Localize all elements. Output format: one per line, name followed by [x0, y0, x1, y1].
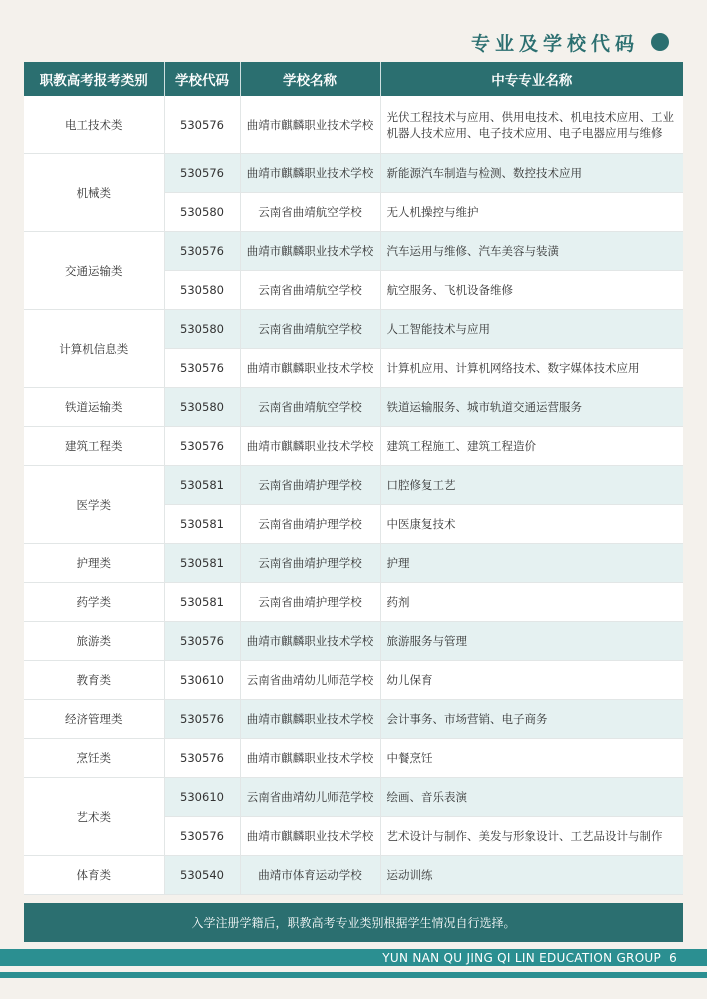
school-code-cell: 530610 [164, 661, 240, 700]
major-name-cell: 中医康复技术 [380, 505, 683, 544]
school-name-cell: 云南省曲靖幼儿师范学校 [240, 661, 380, 700]
table-row [24, 622, 683, 661]
category-cell: 医学类 [24, 466, 164, 544]
school-code-cell: 530581 [164, 544, 240, 583]
category-cell: 铁道运输类 [24, 388, 164, 427]
school-name-cell: 曲靖市麒麟职业技术学校 [240, 349, 380, 388]
footer [382, 949, 677, 966]
school-code-cell: 530580 [164, 271, 240, 310]
table-row [24, 154, 683, 193]
school-name-cell: 曲靖市体育运动学校 [240, 856, 380, 895]
major-name-cell: 光伏工程技术与应用、供用电技术、机电技术应用、工业机器人技术应用、电子技术应用、电子电器应用与维修 [380, 96, 683, 154]
table-row [24, 96, 683, 154]
title-dot-icon [651, 33, 669, 51]
major-name-cell: 旅游服务与管理 [380, 622, 683, 661]
category-cell: 经济管理类 [24, 700, 164, 739]
school-name-cell: 云南省曲靖护理学校 [240, 505, 380, 544]
school-code-cell: 530576 [164, 349, 240, 388]
school-name-cell: 曲靖市麒麟职业技术学校 [240, 154, 380, 193]
table-body [24, 96, 683, 895]
major-name-cell: 航空服务、飞机设备维修 [380, 271, 683, 310]
table-row [24, 661, 683, 700]
school-code-cell: 530580 [164, 388, 240, 427]
school-code-cell: 530610 [164, 778, 240, 817]
major-name-cell: 幼儿保育 [380, 661, 683, 700]
school-code-cell: 530581 [164, 505, 240, 544]
major-name-cell: 护理 [380, 544, 683, 583]
major-name-cell: 新能源汽车制造与检测、数控技术应用 [380, 154, 683, 193]
school-code-cell: 530581 [164, 583, 240, 622]
major-name-cell: 人工智能技术与应用 [380, 310, 683, 349]
major-name-cell: 汽车运用与维修、汽车美容与装潢 [380, 232, 683, 271]
footer-org: YUN NAN QU JING QI LIN EDUCATION GROUP [382, 950, 662, 965]
category-cell: 电工技术类 [24, 96, 164, 154]
table-row [24, 427, 683, 466]
category-cell: 机械类 [24, 154, 164, 232]
category-cell: 护理类 [24, 544, 164, 583]
header-category: 职教高考报考类别 [24, 62, 164, 96]
school-name-cell: 曲靖市麒麟职业技术学校 [240, 96, 380, 154]
major-name-cell: 计算机应用、计算机网络技术、数字媒体技术应用 [380, 349, 683, 388]
header-school-name: 学校名称 [240, 62, 380, 96]
school-code-cell: 530576 [164, 232, 240, 271]
school-name-cell: 云南省曲靖航空学校 [240, 388, 380, 427]
header-school-code: 学校代码 [164, 62, 240, 96]
school-name-cell: 云南省曲靖护理学校 [240, 466, 380, 505]
table-row [24, 739, 683, 778]
table-row [24, 232, 683, 271]
major-name-cell: 运动训练 [380, 856, 683, 895]
category-cell: 药学类 [24, 583, 164, 622]
major-name-cell: 中餐烹饪 [380, 739, 683, 778]
category-cell: 体育类 [24, 856, 164, 895]
school-name-cell: 云南省曲靖航空学校 [240, 310, 380, 349]
table-row [24, 583, 683, 622]
school-code-cell: 530581 [164, 466, 240, 505]
school-name-cell: 云南省曲靖航空学校 [240, 193, 380, 232]
table-row [24, 388, 683, 427]
school-code-cell: 530576 [164, 817, 240, 856]
header-major-name: 中专专业名称 [380, 62, 683, 96]
school-name-cell: 曲靖市麒麟职业技术学校 [240, 622, 380, 661]
school-name-cell: 云南省曲靖护理学校 [240, 583, 380, 622]
major-code-table [24, 62, 683, 895]
major-name-cell: 会计事务、市场营销、电子商务 [380, 700, 683, 739]
school-name-cell: 曲靖市麒麟职业技术学校 [240, 700, 380, 739]
school-name-cell: 云南省曲靖护理学校 [240, 544, 380, 583]
category-cell: 计算机信息类 [24, 310, 164, 388]
table-row [24, 856, 683, 895]
page-title-row [471, 26, 669, 58]
school-code-cell: 530576 [164, 427, 240, 466]
category-cell: 烹饪类 [24, 739, 164, 778]
school-code-cell: 530576 [164, 739, 240, 778]
footnote-text: 入学注册学籍后，职教高考专业类别根据学生情况自行选择。 [191, 916, 516, 930]
major-name-cell: 药剂 [380, 583, 683, 622]
category-cell: 交通运输类 [24, 232, 164, 310]
table-row [24, 778, 683, 817]
table-header-row [24, 62, 683, 96]
page-title: 专业及学校代码 [470, 32, 639, 55]
major-name-cell: 口腔修复工艺 [380, 466, 683, 505]
school-code-cell: 530576 [164, 700, 240, 739]
school-code-cell: 530576 [164, 154, 240, 193]
table-row [24, 544, 683, 583]
major-name-cell: 绘画、音乐表演 [380, 778, 683, 817]
school-code-cell: 530540 [164, 856, 240, 895]
category-cell: 教育类 [24, 661, 164, 700]
footnote-bar [24, 903, 683, 942]
school-name-cell: 云南省曲靖幼儿师范学校 [240, 778, 380, 817]
school-code-cell: 530576 [164, 96, 240, 154]
school-name-cell: 曲靖市麒麟职业技术学校 [240, 817, 380, 856]
major-name-cell: 铁道运输服务、城市轨道交通运营服务 [380, 388, 683, 427]
category-cell: 艺术类 [24, 778, 164, 856]
school-code-cell: 530576 [164, 622, 240, 661]
school-name-cell: 云南省曲靖航空学校 [240, 271, 380, 310]
major-name-cell: 艺术设计与制作、美发与形象设计、工艺品设计与制作 [380, 817, 683, 856]
category-cell: 旅游类 [24, 622, 164, 661]
school-name-cell: 曲靖市麒麟职业技术学校 [240, 232, 380, 271]
table-row [24, 310, 683, 349]
major-name-cell: 无人机操控与维护 [380, 193, 683, 232]
table-row [24, 466, 683, 505]
footer-line [0, 972, 707, 978]
table-row [24, 700, 683, 739]
major-name-cell: 建筑工程施工、建筑工程造价 [380, 427, 683, 466]
school-name-cell: 曲靖市麒麟职业技术学校 [240, 427, 380, 466]
school-code-cell: 530580 [164, 310, 240, 349]
school-name-cell: 曲靖市麒麟职业技术学校 [240, 739, 380, 778]
page-number: 6 [669, 950, 677, 965]
category-cell: 建筑工程类 [24, 427, 164, 466]
school-code-cell: 530580 [164, 193, 240, 232]
